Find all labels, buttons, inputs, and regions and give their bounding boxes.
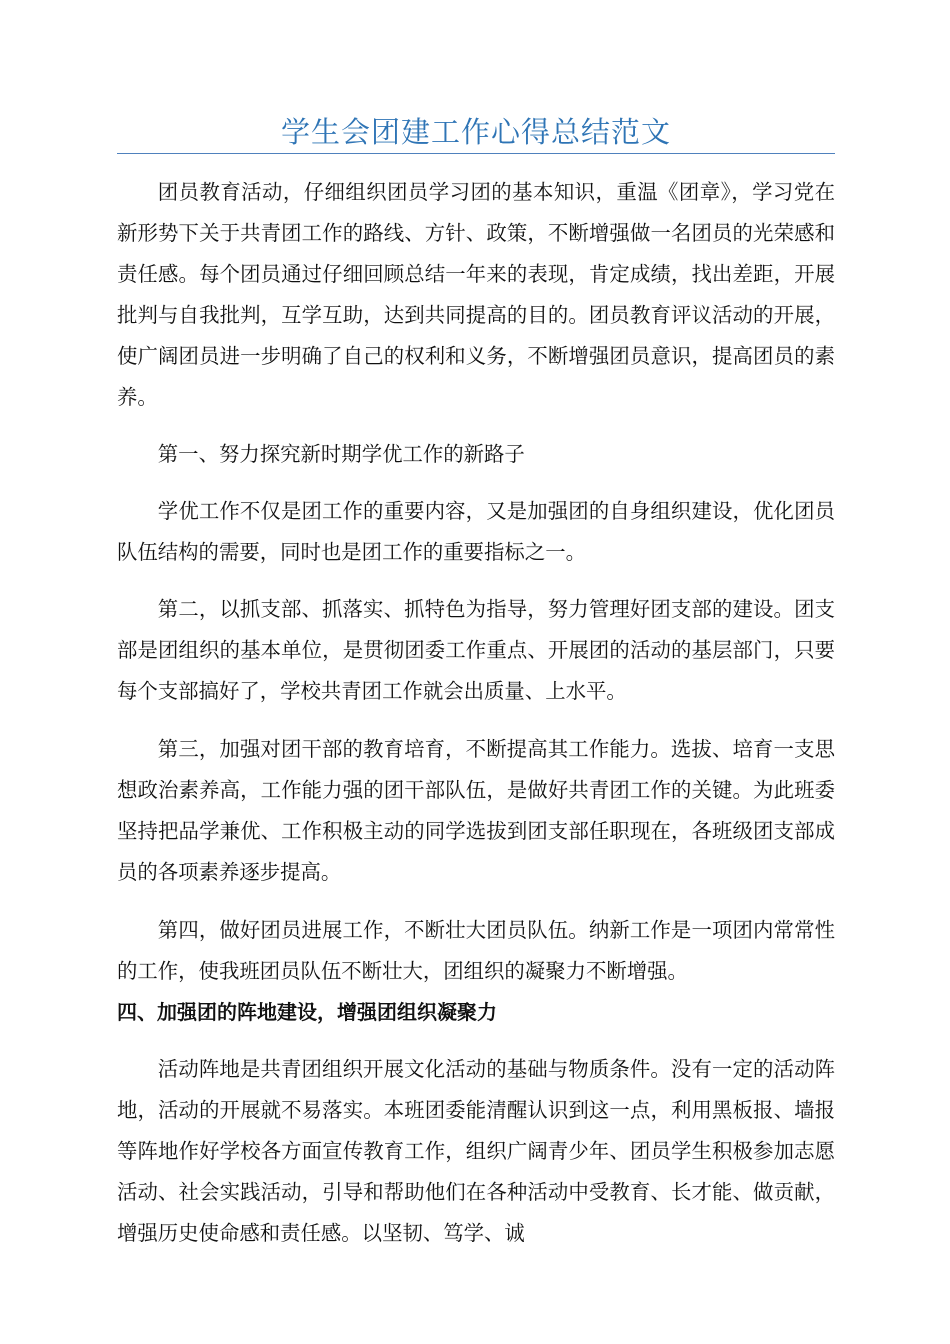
document-body — [117, 172, 835, 1254]
document-title: 学生会团建工作心得总结范文 — [280, 115, 671, 149]
paragraph-third-point: 第三，加强对团干部的教育培育，不断提高其工作能力。选拔、培育一支思想政治素养高，工作能力强的团干部队伍，是做好共青团工作的关键。为此班委坚持把品学兼优、工作积极主动的同学选拔到团支部任职现在，各班级团支部成员的各项素养逐步提高。 — [117, 737, 835, 884]
paragraph-activity-base: 活动阵地是共青团组织开展文化活动的基础与物质条件。没有一定的活动阵地，活动的开展就不易落实。本班团委能清醒认识到这一点，利用黑板报、墙报等阵地作好学校各方面宣传教育工作，组织广阔青少年、团员学生积极参加志愿活动、社会实践活动，引导和帮助他们在各种活动中受教育、长才能、做贡献，增强历史使命感和责任感。以坚韧、笃学、诚 — [117, 1057, 835, 1245]
paragraph-first-detail: 学优工作不仅是团工作的重要内容，又是加强团的自身组织建设，优化团员队伍结构的需要，同时也是团工作的重要指标之一。 — [117, 499, 835, 564]
paragraph-fourth-point: 第四，做好团员进展工作，不断壮大团员队伍。纳新工作是一项团内常常性的工作，使我班团员队伍不断壮大，团组织的凝聚力不断增强。 — [117, 918, 835, 983]
title-underline — [117, 153, 835, 154]
paragraph-first-point: 第一、努力探究新时期学优工作的新路子 — [157, 442, 525, 466]
paragraph-second-point: 第二，以抓支部、抓落实、抓特色为指导，努力管理好团支部的建设。团支部是团组织的基本单位，是贯彻团委工作重点、开展团的活动的基层部门，只要每个支部搞好了，学校共青团工作就会出质量、上水平。 — [117, 597, 835, 703]
section-heading: 四、加强团的阵地建设，增强团组织凝聚力 — [117, 1000, 497, 1024]
paragraph-intro: 团员教育活动，仔细组织团员学习团的基本知识，重温《团章》，学习党在新形势下关于共青团工作的路线、方针、政策，不断增强做一名团员的光荣感和责任感。每个团员通过仔细回顾总结一年来的表现，肯定成绩，找出差距，开展批判与自我批判，互学互助，达到共同提高的目的。团员教育评议活动的开展，使广阔团员进一步明确了自己的权利和义务，不断增强团员意识，提高团员的素养。 — [117, 180, 835, 409]
